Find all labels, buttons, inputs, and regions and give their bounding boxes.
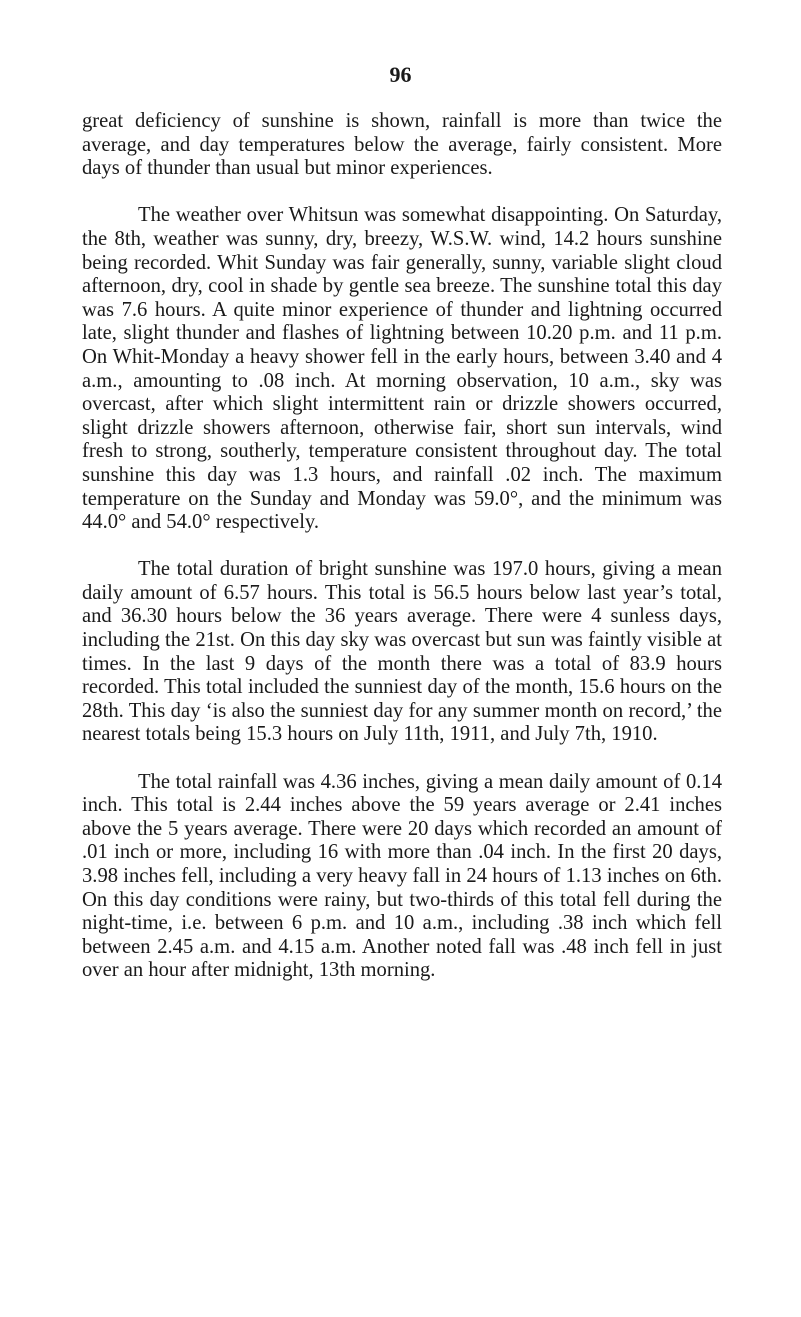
- paragraph-whitsun-weather: The weather over Whitsun was somewhat disappointing. On Saturday, the 8th, weather was sunny, dry, breezy, W.S.W. wind, 14.2 hours sunshine being recorded. Whit Sunday was fair generally, sunny, variable slight cloud afternoon, dry, cool in shade by gentle sea breeze. The sunshine total this day was 7.6 hours. A quite minor experience of thunder and lightning occurred late, slight thunder and flashes of lightning between 10.20 p.m. and 11 p.m. On Whit-Monday a heavy shower fell in the early hours, between 3.40 and 4 a.m., amounting to .08 inch. At morning observation, 10 a.m., sky was overcast, after which slight intermittent rain or drizzle showers occurred, slight drizzle showers afternoon, otherwise fair, short sun intervals, wind fresh to strong, southerly, temperature consistent throughout day. The total sunshine this day was 1.3 hours, and rainfall .02 inch. The maximum temperature on the Sunday and Monday was 59.0°, and the minimum was 44.0° and 54.0° respectively.: [82, 204, 722, 534]
- paragraph-rainfall: The total rainfall was 4.36 inches, giving a mean daily amount of 0.14 inch. This total is 2.44 inches above the 59 years average or 2.41 inches above the 5 years average. There were 20 days which recorded an amount of .01 inch or more, including 16 with more than .04 inch. In the first 20 days, 3.98 inches fell, including a very heavy fall in 24 hours of 1.13 inches on 6th. On this day conditions were rainy, but two-thirds of this total fell during the night-time, i.e. between 6 p.m. and 10 a.m., including .38 inch which fell between 2.45 a.m. and 4.15 a.m. Another noted fall was .48 inch fell in just over an hour after midnight, 13th morning.: [82, 770, 722, 982]
- page-number: 96: [389, 62, 412, 87]
- paragraph-sunshine-duration: The total duration of bright sunshine was 197.0 hours, giving a mean daily amount of 6.57 hours. This total is 56.5 hours below last year’s total, and 36.30 hours below the 36 years average. There were 4 sunless days, including the 21st. On this day sky was overcast but sun was faintly visible at times. In the last 9 days of the month there was a total of 83.9 hours recorded. This total included the sunniest day of the month, 15.6 hours on the 28th. This day ‘is also the sunniest day for any summer month on record,’ the nearest totals being 15.3 hours on July 11th, 1911, and July 7th, 1910.: [82, 558, 722, 746]
- paragraph-continuation: great deficiency of sunshine is shown, rainfall is more than twice the average, and day temperatures below the average, fairly consistent. More days of thunder than usual but minor experiences.: [82, 110, 722, 180]
- body-text: [82, 110, 722, 1007]
